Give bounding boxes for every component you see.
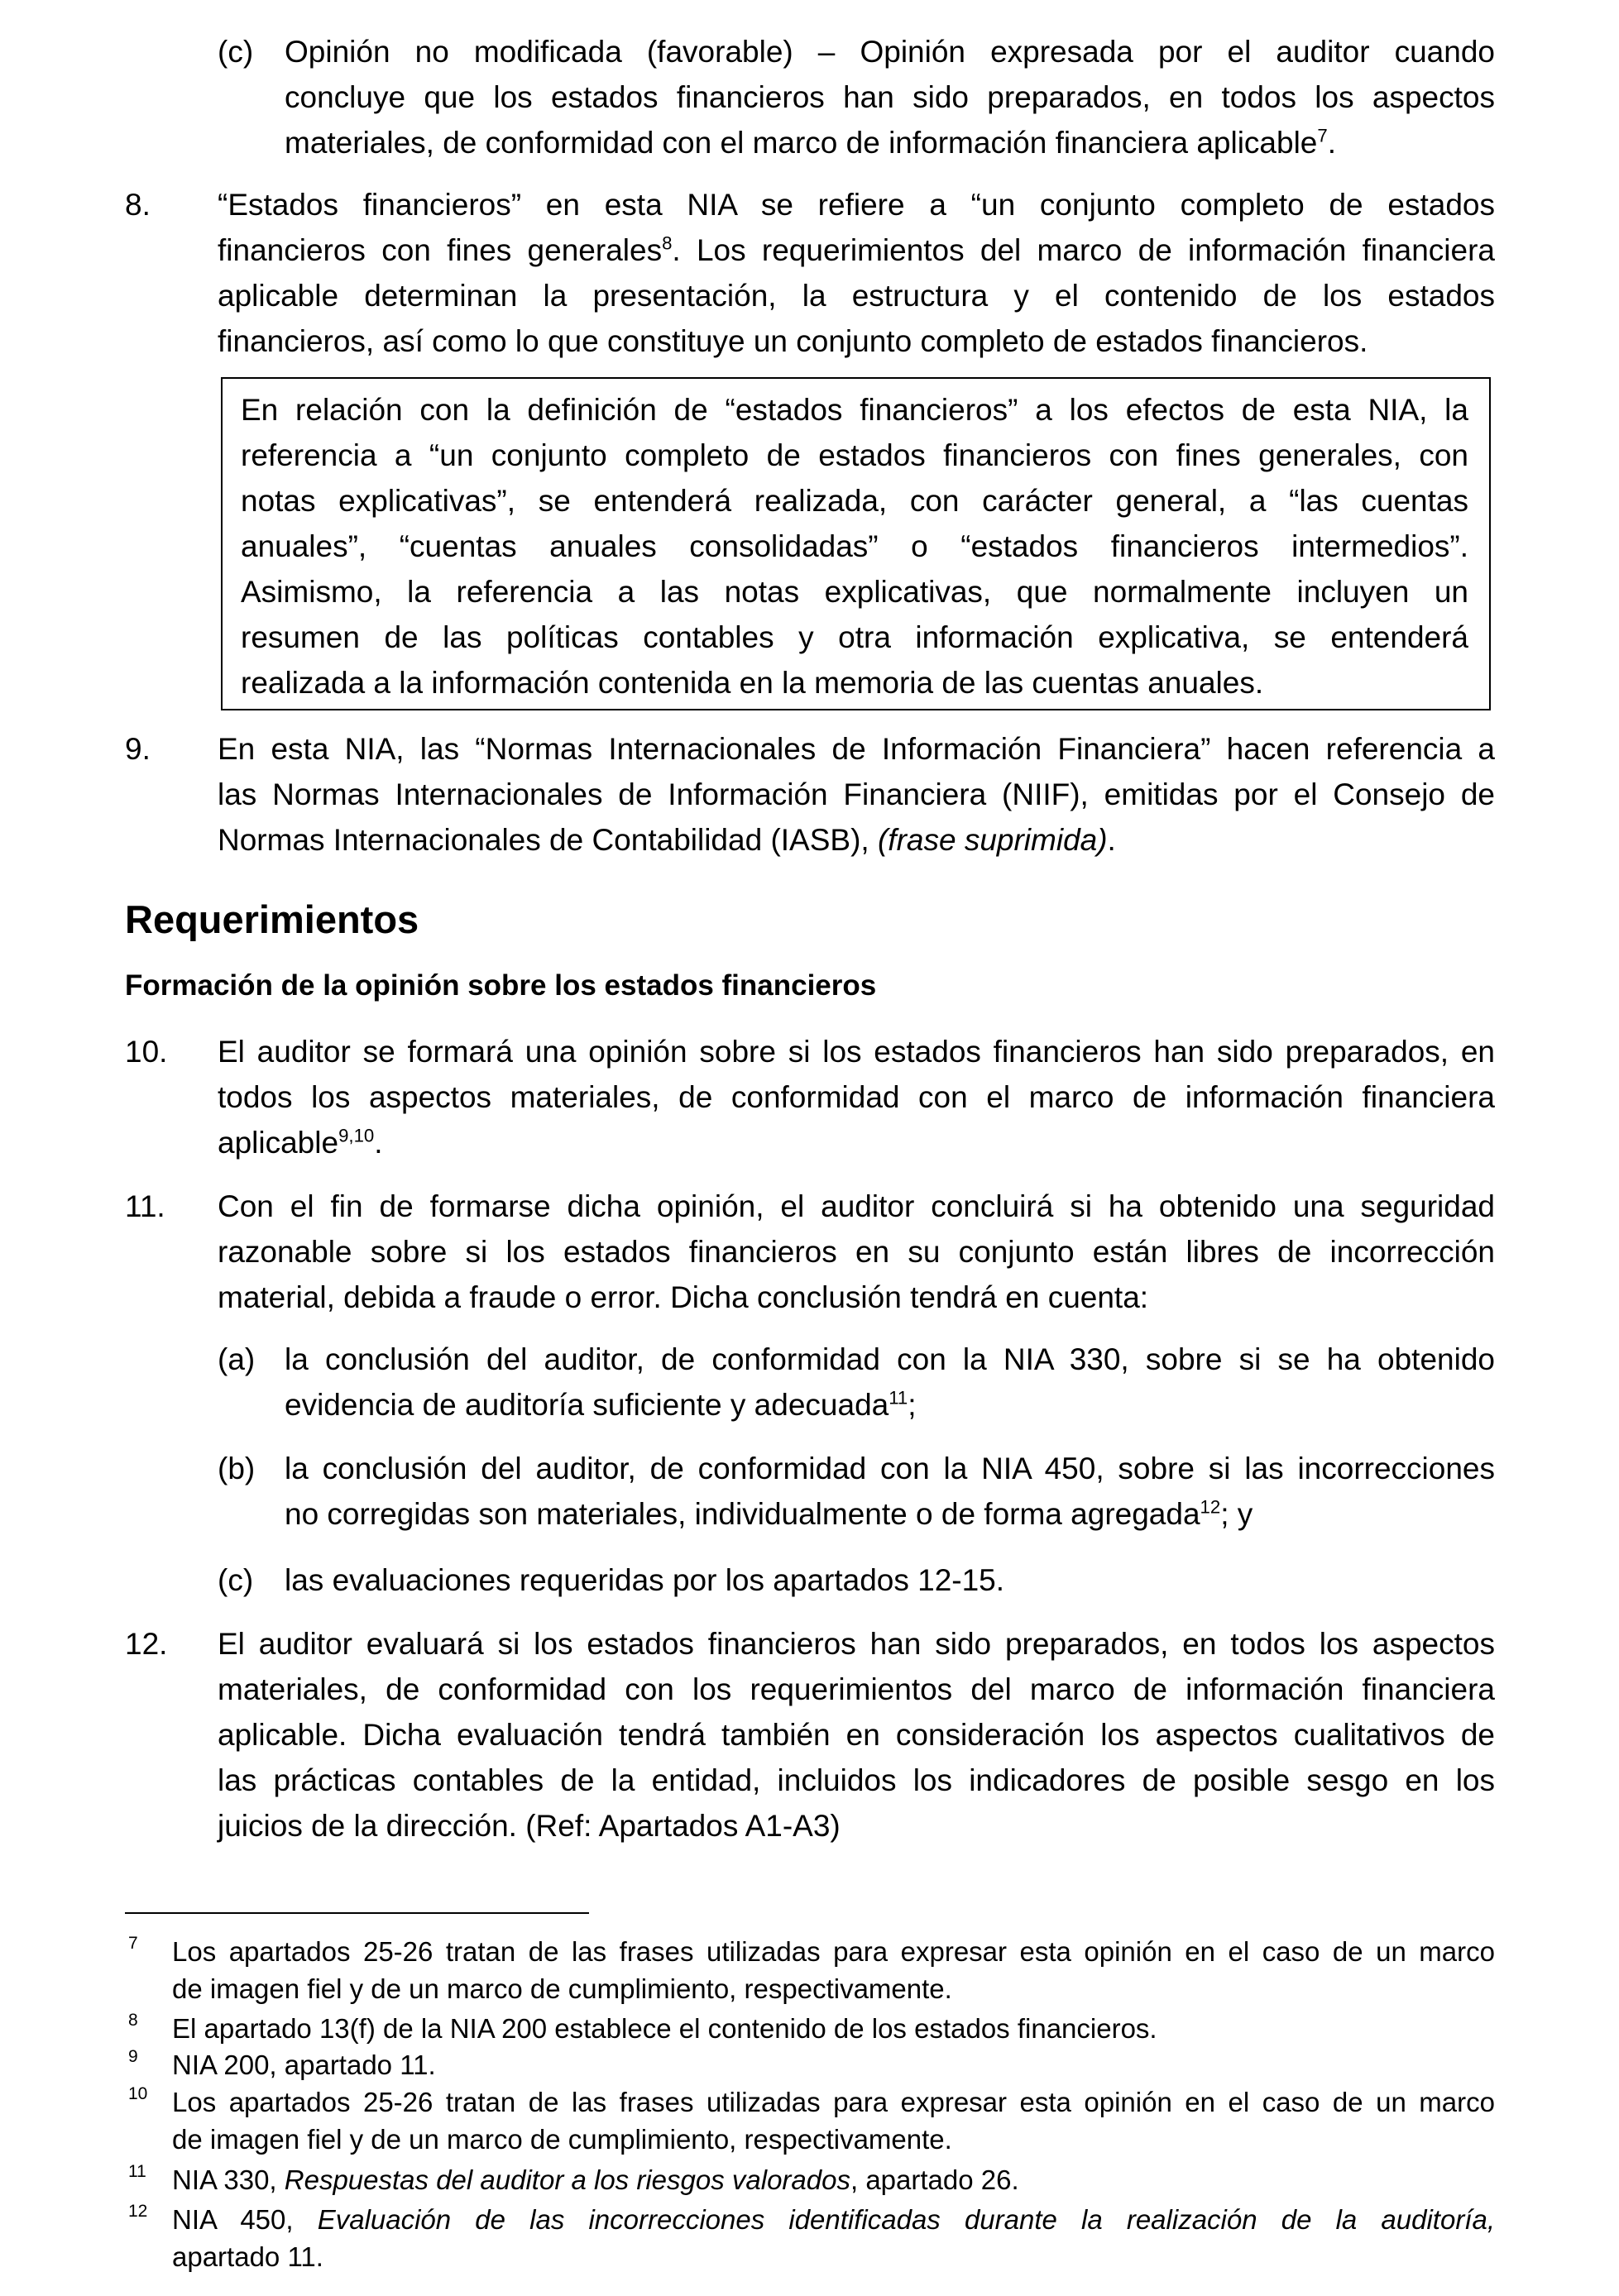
text-line: las evaluaciones requeridas por los apartados 12-15. — [285, 1563, 1005, 1597]
paragraph-number: 8. — [125, 188, 151, 222]
text-line: En esta NIA, las “Normas Internacionales de Información Financiera” hacen referencia a — [218, 732, 1495, 766]
paragraph-number: 9. — [125, 732, 151, 766]
footnote-number: 10 — [128, 2084, 148, 2103]
text-segment: . — [1327, 126, 1336, 160]
text-line: la conclusión del auditor, de conformidad con la NIA 450, sobre si las incorrecciones — [285, 1452, 1495, 1485]
text-line: “Estados financieros” en esta NIA se refiere a “un conjunto completo de estados — [218, 188, 1495, 222]
footnote-10 — [125, 2084, 1495, 2158]
paragraph-number: 11. — [125, 1189, 165, 1223]
text-line: apartado 11. — [172, 2241, 323, 2272]
paragraph-number: 12. — [125, 1627, 168, 1661]
text-line: referencia a “un conjunto completo de estados financieros con fines generales, con — [241, 438, 1468, 472]
text-line — [172, 2202, 1495, 2239]
text-line: materiales, de conformidad con los requerimientos del marco de información financiera — [218, 1672, 1495, 1706]
text-line: financieros, así como lo que constituye un conjunto completo de estados financieros. — [218, 324, 1368, 358]
footnote-text — [172, 2162, 1495, 2199]
footnote-12 — [125, 2202, 1495, 2275]
text-line: resumen de las políticas contables y otra información explicativa, se entenderá — [241, 620, 1468, 654]
text-line: de imagen fiel y de un marco de cumplimiento, respectivamente. — [172, 1973, 952, 2004]
paragraph-text — [218, 182, 1495, 364]
footnote-number: 8 — [128, 2011, 138, 2030]
text-line: NIA 200, apartado 11. — [172, 2050, 436, 2080]
footnote-ref: 9,10 — [338, 1125, 375, 1146]
footnote-text — [172, 2047, 1495, 2084]
text-line: anuales”, “cuentas anuales consolidadas” o “estados financieros intermedios”. — [241, 529, 1468, 563]
text-segment: Normas Internacionales de Contabilidad (IASB), — [218, 823, 878, 857]
paragraph-10 — [125, 1029, 1495, 1165]
text-line: material, debida a fraude o error. Dicha conclusión tendrá en cuenta: — [218, 1280, 1149, 1314]
item-11a — [218, 1337, 1495, 1428]
item-11b — [218, 1446, 1495, 1537]
text-line: En relación con la definición de “estados financieros” a los efectos de esta NIA, la — [241, 393, 1468, 427]
item-label: (c) — [218, 35, 254, 69]
text-segment: aplicable — [218, 1126, 339, 1160]
text-line: El auditor se formará una opinión sobre si los estados financieros han sido preparados, en — [218, 1035, 1495, 1069]
text-segment: NIA 450, — [172, 2204, 318, 2235]
text-line: todos los aspectos materiales, de conformidad con el marco de información financiera — [218, 1080, 1495, 1114]
footnote-ref: 8 — [662, 232, 673, 254]
text-line: El auditor evaluará si los estados financieros han sido preparados, en todos los aspectos — [218, 1627, 1495, 1661]
item-text — [285, 1557, 1495, 1603]
text-segment: evidencia de auditoría suficiente y adecuada — [285, 1388, 889, 1422]
text-segment: ; y — [1220, 1497, 1253, 1531]
paragraph-8 — [125, 182, 1495, 364]
text-line — [218, 1120, 1495, 1165]
paragraph-text — [218, 1029, 1495, 1165]
text-segment: NIA 330, — [172, 2164, 285, 2195]
text-segment: materiales, de conformidad con el marco de información financiera aplicable — [285, 126, 1318, 160]
footnote-number: 12 — [128, 2202, 148, 2221]
text-line — [218, 227, 1495, 273]
footnote-text — [172, 2084, 1495, 2158]
paragraph-number: 10. — [125, 1035, 168, 1069]
text-line: la conclusión del auditor, de conformidad con la NIA 330, sobre si se ha obtenido — [285, 1342, 1495, 1376]
footnote-number: 9 — [128, 2047, 138, 2066]
text-line: aplicable determinan la presentación, la estructura y el contenido de los estados — [218, 279, 1495, 313]
text-line — [285, 1491, 1495, 1537]
text-line — [172, 2162, 1495, 2199]
italic-segment: Evaluación de las incorrecciones identificadas durante la realización de la auditoría, — [317, 2204, 1495, 2235]
footnote-ref: 12 — [1200, 1496, 1221, 1518]
text-segment: . — [1107, 823, 1116, 857]
item-text — [285, 1446, 1495, 1537]
subsection-heading: Formación de la opinión sobre los estados financieros — [125, 969, 877, 1002]
text-segment: , apartado 26. — [850, 2164, 1019, 2195]
italic-segment: (frase suprimida) — [877, 823, 1108, 857]
footnote-separator — [125, 1912, 589, 1914]
italic-segment: Respuestas del auditor a los riesgos valorados — [284, 2164, 850, 2195]
footnote-ref: 11 — [889, 1387, 908, 1409]
item-label: (a) — [218, 1342, 256, 1376]
paragraph-text — [218, 726, 1495, 863]
item-label: (b) — [218, 1452, 256, 1485]
paragraph-12 — [125, 1621, 1495, 1849]
paragraph-9 — [125, 726, 1495, 863]
text-line: Asimismo, la referencia a las notas explicativas, que normalmente incluyen un — [241, 575, 1468, 609]
item-text — [285, 29, 1495, 165]
text-segment: . — [374, 1126, 383, 1160]
footnote-number: 11 — [128, 2162, 146, 2181]
paragraph-text — [218, 1184, 1495, 1320]
text-line: juicios de la dirección. (Ref: Apartados A1-A3) — [218, 1809, 841, 1843]
footnote-8 — [125, 2011, 1495, 2048]
text-line: Los apartados 25-26 tratan de las frases utilizadas para expresar esta opinión en el caso de un marco — [172, 2087, 1495, 2117]
text-line: aplicable. Dicha evaluación tendrá también en consideración los aspectos cualitativos de — [218, 1718, 1495, 1752]
item-7c — [218, 29, 1495, 165]
text-line: razonable sobre si los estados financieros en su conjunto están libres de incorrección — [218, 1235, 1495, 1269]
text-line: Opinión no modificada (favorable) – Opinión expresada por el auditor cuando — [285, 35, 1495, 69]
text-line: Con el fin de formarse dicha opinión, el auditor concluirá si ha obtenido una seguridad — [218, 1189, 1495, 1223]
text-line — [218, 817, 1495, 863]
text-segment: no corregidas son materiales, individualmente o de forma agregada — [285, 1497, 1200, 1531]
text-line: notas explicativas”, se entenderá realizada, con carácter general, a “las cuentas — [241, 484, 1468, 518]
national-note-box — [221, 377, 1491, 710]
footnote-9 — [125, 2047, 1495, 2084]
text-segment: . Los requerimientos del marco de información financiera — [672, 233, 1495, 267]
footnote-7 — [125, 1934, 1495, 2007]
text-line: realizada a la información contenida en la memoria de las cuentas anuales. — [241, 666, 1264, 700]
footnote-ref: 7 — [1317, 125, 1328, 146]
text-line: Los apartados 25-26 tratan de las frases utilizadas para expresar esta opinión en el caso de un marco — [172, 1936, 1495, 1967]
text-line: concluye que los estados financieros han sido preparados, en todos los aspectos — [285, 80, 1495, 114]
text-line: las Normas Internacionales de Información Financiera (NIIF), emitidas por el Consejo de — [218, 777, 1495, 811]
paragraph-11 — [125, 1184, 1495, 1320]
item-text — [285, 1337, 1495, 1428]
text-line: El apartado 13(f) de la NIA 200 establece el contenido de los estados financieros. — [172, 2013, 1157, 2044]
text-segment: financieros con fines generales — [218, 233, 663, 267]
text-line — [285, 1382, 1495, 1428]
footnote-text — [172, 2202, 1495, 2275]
text-segment: ; — [908, 1388, 917, 1422]
item-label: (c) — [218, 1563, 254, 1597]
item-11c — [218, 1557, 1495, 1603]
section-heading: Requerimientos — [125, 897, 419, 941]
footnote-11 — [125, 2162, 1495, 2199]
footnote-text — [172, 1934, 1495, 2007]
text-line: las prácticas contables de la entidad, incluidos los indicadores de posible sesgo en los — [218, 1763, 1495, 1797]
paragraph-text — [218, 1621, 1495, 1849]
text-line: de imagen fiel y de un marco de cumplimiento, respectivamente. — [172, 2123, 952, 2155]
footnote-text — [172, 2011, 1495, 2048]
footnote-number: 7 — [128, 1934, 138, 1953]
text-line — [285, 120, 1495, 165]
